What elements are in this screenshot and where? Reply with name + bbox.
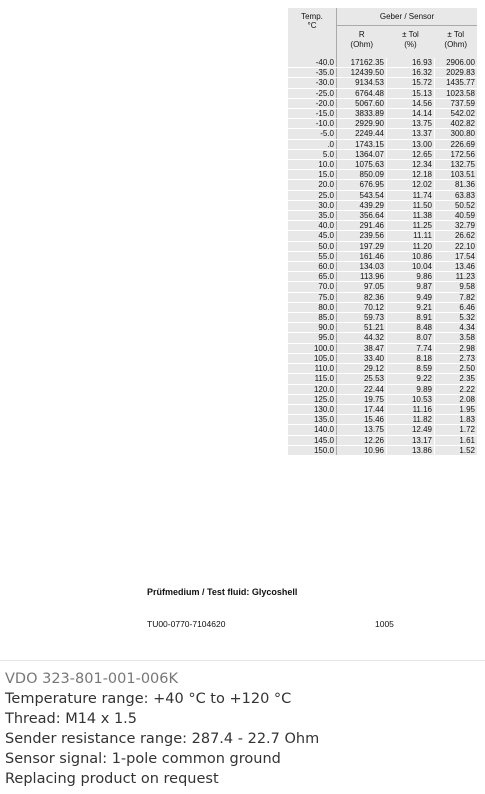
table-row	[288, 404, 477, 414]
tol-ohm-cell: 737.59	[435, 98, 478, 108]
part-code: TU00-0770-7104620	[147, 619, 226, 629]
table-row	[288, 445, 477, 455]
tol-ohm-cell: 11.23	[435, 272, 478, 282]
tol-percent-cell: 11.38	[387, 211, 435, 221]
tol-percent-cell: 11.25	[387, 221, 435, 231]
temp-cell: 85.0	[288, 313, 337, 323]
table-row	[288, 149, 477, 159]
temp-cell: 125.0	[288, 394, 337, 404]
table-row	[288, 251, 477, 261]
resistance-range: Sender resistance range: 287.4 - 22.7 Ohm	[5, 731, 320, 747]
tol-percent-cell: 13.75	[387, 119, 435, 129]
resistance-cell: 17.44	[337, 404, 387, 414]
table-row	[288, 374, 477, 384]
resistance-cell: 25.53	[337, 374, 387, 384]
tol-ohm-cell: 32.79	[435, 221, 478, 231]
tol-percent-cell: 12.34	[387, 160, 435, 170]
resistance-cell: 38.47	[337, 343, 387, 353]
resistance-cell: 850.09	[337, 170, 387, 180]
tol-ohm-cell: 81.36	[435, 180, 478, 190]
tol-percent-cell: 15.13	[387, 88, 435, 98]
table-row	[288, 190, 477, 200]
temp-cell: 90.0	[288, 323, 337, 333]
temp-cell: 140.0	[288, 425, 337, 435]
temp-cell: -5.0	[288, 129, 337, 139]
col-tolohm-unit: (Ohm)	[444, 40, 468, 49]
table-row	[288, 394, 477, 404]
tol-percent-cell: 15.72	[387, 78, 435, 88]
resistance-cell: 70.12	[337, 302, 387, 312]
col-r-header	[337, 26, 387, 59]
temp-cell: 75.0	[288, 292, 337, 302]
tol-percent-cell: 13.00	[387, 139, 435, 149]
temp-cell: 55.0	[288, 251, 337, 261]
col-r-unit: (Ohm)	[350, 40, 374, 49]
tol-percent-cell: 11.16	[387, 404, 435, 414]
temp-cell: 135.0	[288, 415, 337, 425]
tol-percent-cell: 14.14	[387, 109, 435, 119]
resistance-cell: 12439.50	[337, 68, 387, 78]
resistance-cell: 439.29	[337, 200, 387, 210]
resistance-cell: 1075.63	[337, 160, 387, 170]
table-body	[288, 58, 477, 455]
temp-cell: 30.0	[288, 200, 337, 210]
table-row	[288, 170, 477, 180]
tol-ohm-cell: 2.50	[435, 364, 478, 374]
tol-percent-cell: 12.18	[387, 170, 435, 180]
table-row	[288, 231, 477, 241]
col-tolohm-label: ± Tol	[447, 30, 465, 39]
table-row	[288, 343, 477, 353]
temp-cell: 65.0	[288, 272, 337, 282]
resistance-cell: 239.56	[337, 231, 387, 241]
resistance-cell: 197.29	[337, 241, 387, 251]
temp-cell: 110.0	[288, 364, 337, 374]
resistance-cell: 5067.60	[337, 98, 387, 108]
tol-ohm-cell: 26.62	[435, 231, 478, 241]
tol-ohm-cell: 2.08	[435, 394, 478, 404]
table-row	[288, 313, 477, 323]
temp-cell: 50.0	[288, 241, 337, 251]
tol-percent-cell: 13.17	[387, 435, 435, 445]
table-row	[288, 262, 477, 272]
resistance-cell: 10.96	[337, 445, 387, 455]
table-row	[288, 119, 477, 129]
table-row	[288, 364, 477, 374]
resistance-cell: 676.95	[337, 180, 387, 190]
temperature-range: Temperature range: +40 °C to +120 °C	[5, 691, 292, 707]
resistance-cell: 161.46	[337, 251, 387, 261]
resistance-cell: 134.03	[337, 262, 387, 272]
temp-cell: -15.0	[288, 109, 337, 119]
tol-percent-cell: 9.49	[387, 292, 435, 302]
tol-percent-cell: 16.32	[387, 68, 435, 78]
resistance-cell: 1743.15	[337, 139, 387, 149]
temp-cell: 60.0	[288, 262, 337, 272]
tol-ohm-cell: 2906.00	[435, 58, 478, 68]
divider	[0, 660, 485, 661]
resistance-cell: 33.40	[337, 353, 387, 363]
table-row	[288, 425, 477, 435]
table-row	[288, 58, 477, 68]
tol-ohm-cell: 3.58	[435, 333, 478, 343]
resistance-cell: 15.46	[337, 415, 387, 425]
col-tolpct-label: ± Tol	[402, 30, 419, 39]
temp-cell: -25.0	[288, 88, 337, 98]
tol-ohm-cell: 2.98	[435, 343, 478, 353]
tol-ohm-cell: 300.80	[435, 129, 478, 139]
tol-percent-cell: 10.53	[387, 394, 435, 404]
tol-ohm-cell: 13.46	[435, 262, 478, 272]
tol-ohm-cell: 4.34	[435, 323, 478, 333]
temp-cell: 120.0	[288, 384, 337, 394]
tol-percent-cell: 10.04	[387, 262, 435, 272]
temp-cell: 145.0	[288, 435, 337, 445]
temp-cell: 150.0	[288, 445, 337, 455]
tol-ohm-cell: 542.02	[435, 109, 478, 119]
resistance-cell: 19.75	[337, 394, 387, 404]
tol-ohm-cell: 6.46	[435, 302, 478, 312]
tol-ohm-cell: 2.73	[435, 353, 478, 363]
resistance-cell: 29.12	[337, 364, 387, 374]
temp-cell: 70.0	[288, 282, 337, 292]
tol-percent-cell: 12.49	[387, 425, 435, 435]
temp-cell: 80.0	[288, 302, 337, 312]
temp-header-unit: °C	[307, 21, 317, 31]
table-row	[288, 302, 477, 312]
tol-percent-cell: 11.20	[387, 241, 435, 251]
resistance-cell: 2929.90	[337, 119, 387, 129]
tol-ohm-cell: 22.10	[435, 241, 478, 251]
temp-cell: 40.0	[288, 221, 337, 231]
tol-ohm-cell: 2.22	[435, 384, 478, 394]
tol-ohm-cell: 2.35	[435, 374, 478, 384]
temp-cell: 95.0	[288, 333, 337, 343]
col-r-label: R	[358, 30, 365, 39]
tol-percent-cell: 8.18	[387, 353, 435, 363]
resistance-cell: 9134.53	[337, 78, 387, 88]
model-number: VDO 323-801-001-006K	[5, 671, 179, 687]
tol-percent-cell: 8.48	[387, 323, 435, 333]
tol-ohm-cell: 17.54	[435, 251, 478, 261]
tol-percent-cell: 9.89	[387, 384, 435, 394]
test-fluid-label: Prüfmedium / Test fluid: Glycoshell	[147, 587, 298, 597]
tol-ohm-cell: 132.75	[435, 160, 478, 170]
tol-ohm-cell: 7.82	[435, 292, 478, 302]
table-row	[288, 68, 477, 78]
resistance-cell: 17162.35	[337, 58, 387, 68]
resistance-cell: 51.21	[337, 323, 387, 333]
table-row	[288, 180, 477, 190]
table-row	[288, 98, 477, 108]
tol-percent-cell: 8.59	[387, 364, 435, 374]
table-row	[288, 292, 477, 302]
tol-percent-cell: 14.56	[387, 98, 435, 108]
tol-ohm-cell: 40.59	[435, 211, 478, 221]
tol-percent-cell: 12.65	[387, 149, 435, 159]
temp-cell: 10.0	[288, 160, 337, 170]
tol-ohm-cell: 1.95	[435, 404, 478, 414]
tol-percent-cell: 10.86	[387, 251, 435, 261]
temp-cell: 45.0	[288, 231, 337, 241]
temp-cell: .0	[288, 139, 337, 149]
resistance-cell: 543.54	[337, 190, 387, 200]
tol-percent-cell: 8.91	[387, 313, 435, 323]
temp-header	[288, 8, 337, 58]
tol-percent-cell: 12.02	[387, 180, 435, 190]
table-row	[288, 211, 477, 221]
temp-cell: -35.0	[288, 68, 337, 78]
part-number: 1005	[375, 619, 394, 629]
tol-percent-cell: 8.07	[387, 333, 435, 343]
tol-percent-cell: 13.37	[387, 129, 435, 139]
temp-cell: 15.0	[288, 170, 337, 180]
temp-cell: -20.0	[288, 98, 337, 108]
tol-percent-cell: 11.11	[387, 231, 435, 241]
table-row	[288, 384, 477, 394]
temp-cell: 100.0	[288, 343, 337, 353]
tol-ohm-cell: 1.52	[435, 445, 478, 455]
table-row	[288, 323, 477, 333]
sensor-signal: Sensor signal: 1-pole common ground	[5, 751, 281, 767]
replacement-note: Replacing product on request	[5, 771, 219, 787]
col-tolohm-header	[435, 26, 478, 59]
resistance-cell: 22.44	[337, 384, 387, 394]
tol-ohm-cell: 50.52	[435, 200, 478, 210]
temp-cell: 130.0	[288, 404, 337, 414]
tol-ohm-cell: 2029.83	[435, 68, 478, 78]
tol-percent-cell: 9.86	[387, 272, 435, 282]
temp-cell: 25.0	[288, 190, 337, 200]
tol-ohm-cell: 1023.58	[435, 88, 478, 98]
table-row	[288, 88, 477, 98]
resistance-cell: 291.46	[337, 221, 387, 231]
table-row	[288, 200, 477, 210]
tol-percent-cell: 11.82	[387, 415, 435, 425]
temp-cell: -40.0	[288, 58, 337, 68]
col-tolpct-header	[387, 26, 435, 59]
tol-percent-cell: 9.22	[387, 374, 435, 384]
tol-ohm-cell: 1.61	[435, 435, 478, 445]
tol-percent-cell: 7.74	[387, 343, 435, 353]
tol-percent-cell: 11.50	[387, 200, 435, 210]
resistance-cell: 6764.48	[337, 88, 387, 98]
temp-cell: 20.0	[288, 180, 337, 190]
resistance-cell: 356.64	[337, 211, 387, 221]
table-row	[288, 160, 477, 170]
tol-percent-cell: 16.93	[387, 58, 435, 68]
table-row	[288, 282, 477, 292]
thread-spec: Thread: M14 x 1.5	[5, 711, 138, 727]
resistance-cell: 44.32	[337, 333, 387, 343]
tol-ohm-cell: 63.83	[435, 190, 478, 200]
temp-header-label: Temp.	[301, 12, 323, 21]
resistance-table	[288, 8, 477, 456]
table-row	[288, 109, 477, 119]
table-row	[288, 139, 477, 149]
resistance-cell: 59.73	[337, 313, 387, 323]
table-row	[288, 272, 477, 282]
group-header: Geber / Sensor	[337, 8, 478, 26]
resistance-cell: 3833.89	[337, 109, 387, 119]
col-tolpct-unit: (%)	[404, 40, 417, 49]
table-row	[288, 415, 477, 425]
resistance-cell: 1364.07	[337, 149, 387, 159]
temp-cell: 105.0	[288, 353, 337, 363]
temp-cell: 35.0	[288, 211, 337, 221]
table-row	[288, 221, 477, 231]
table-row	[288, 129, 477, 139]
temp-cell: -30.0	[288, 78, 337, 88]
tol-ohm-cell: 1.83	[435, 415, 478, 425]
tol-percent-cell: 9.87	[387, 282, 435, 292]
tol-ohm-cell: 402.82	[435, 119, 478, 129]
resistance-cell: 97.05	[337, 282, 387, 292]
tol-ohm-cell: 1.72	[435, 425, 478, 435]
resistance-cell: 113.96	[337, 272, 387, 282]
resistance-cell: 2249.44	[337, 129, 387, 139]
resistance-cell: 12.26	[337, 435, 387, 445]
resistance-cell: 82.36	[337, 292, 387, 302]
resistance-cell: 13.75	[337, 425, 387, 435]
table-row	[288, 241, 477, 251]
tol-percent-cell: 11.74	[387, 190, 435, 200]
temp-cell: 115.0	[288, 374, 337, 384]
tol-ohm-cell: 103.51	[435, 170, 478, 180]
product-description	[5, 669, 319, 789]
tol-ohm-cell: 9.58	[435, 282, 478, 292]
tol-ohm-cell: 226.69	[435, 139, 478, 149]
tol-percent-cell: 9.21	[387, 302, 435, 312]
temp-cell: 5.0	[288, 149, 337, 159]
table-row	[288, 353, 477, 363]
tol-percent-cell: 13.86	[387, 445, 435, 455]
tol-ohm-cell: 5.32	[435, 313, 478, 323]
temp-cell: -10.0	[288, 119, 337, 129]
table-row	[288, 78, 477, 88]
tol-ohm-cell: 172.56	[435, 149, 478, 159]
table-row	[288, 435, 477, 445]
table-row	[288, 333, 477, 343]
tol-ohm-cell: 1435.77	[435, 78, 478, 88]
